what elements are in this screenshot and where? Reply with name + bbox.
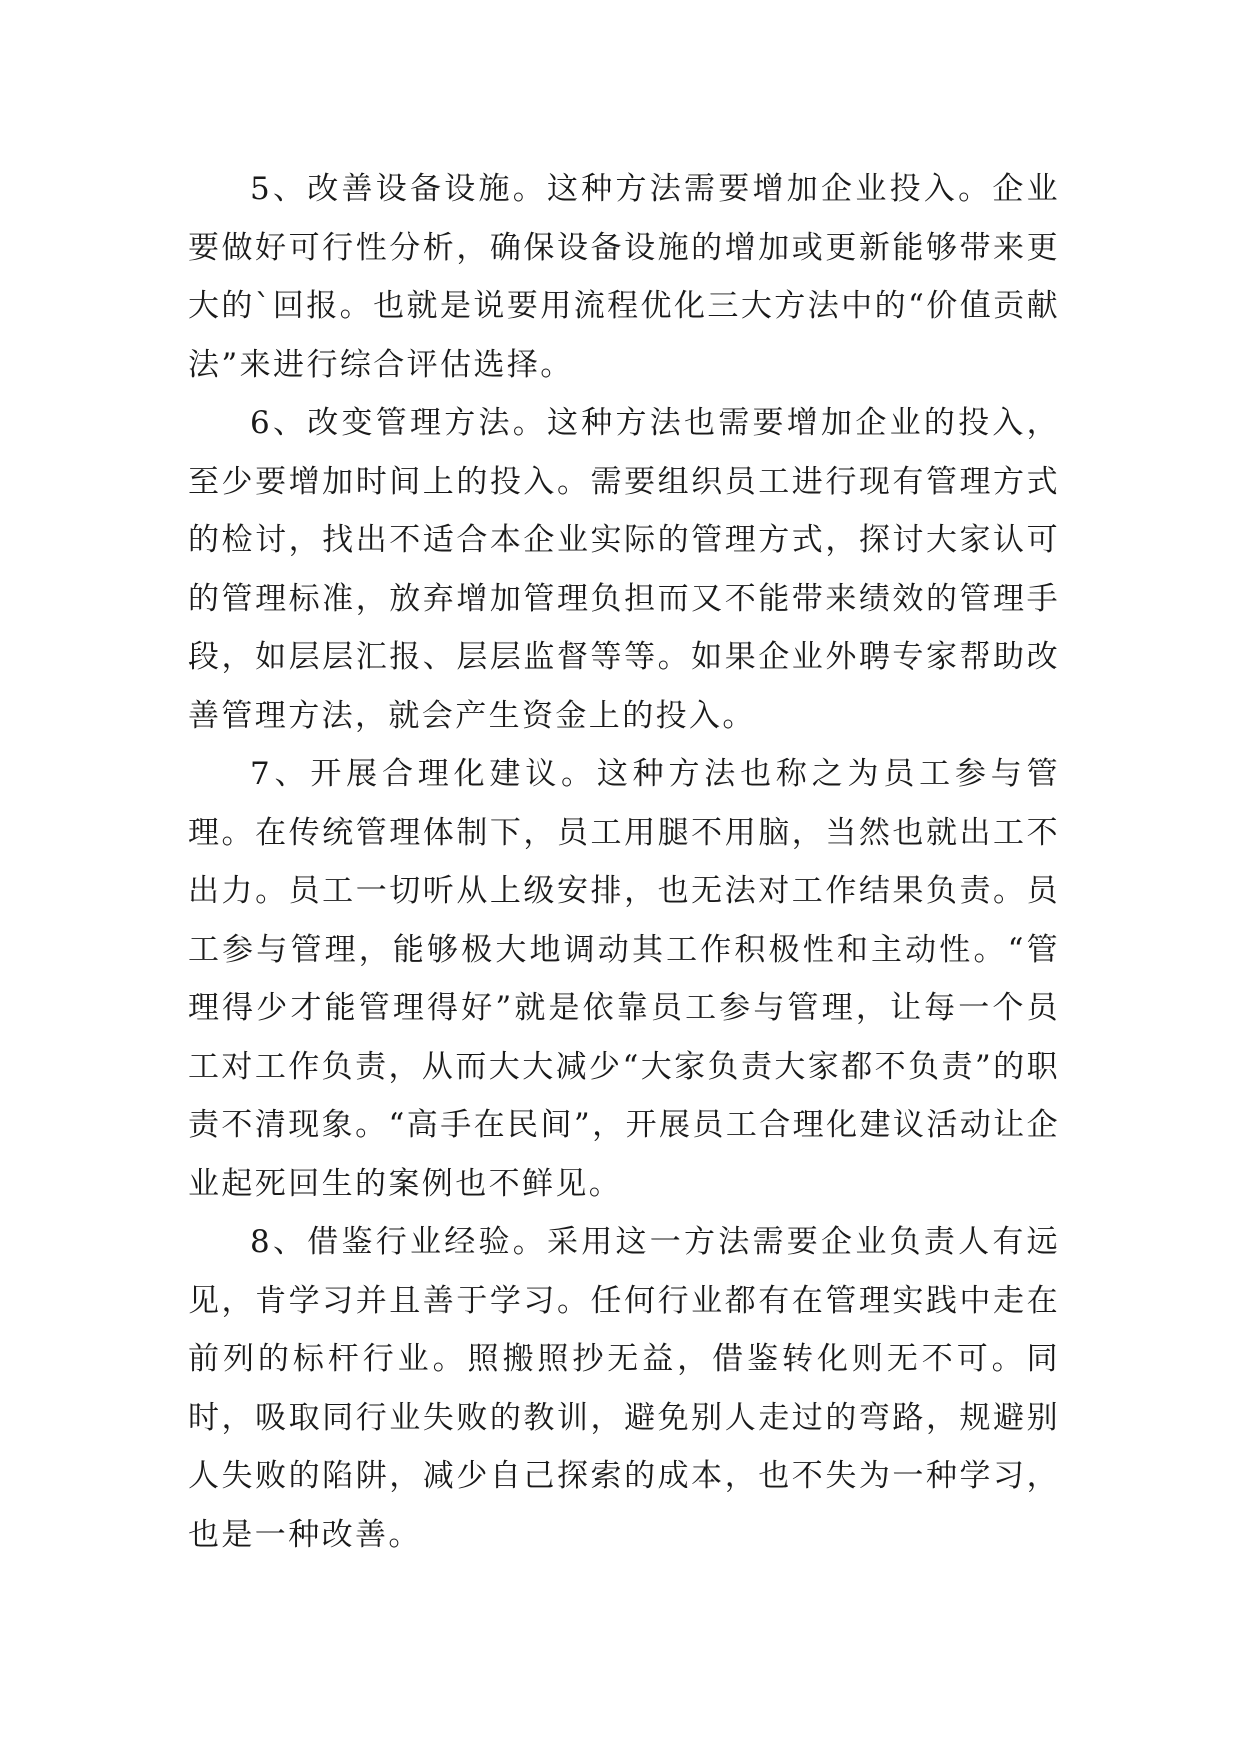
- document-body: [188, 160, 1060, 1564]
- paragraph-8-industry-experience: 8、借鉴行业经验。采用这一方法需要企业负责人有远见，肯学习并且善于学习。任何行业都有在管理实践中走在前列的标杆行业。照搬照抄无益，借鉴转化则无不可。同时，吸取同行业失败的教训，避免别人走过的弯路，规避别人失败的陷阱，减少自己探索的成本，也不失为一种学习，也是一种改善。: [188, 1224, 1060, 1553]
- paragraph-6-change-management: 6、改变管理方法。这种方法也需要增加企业的投入，至少要增加时间上的投入。需要组织员工进行现有管理方式的检讨，找出不适合本企业实际的管理方式，探讨大家认可的管理标准，放弃增加管理负担而又不能带来绩效的管理手段，如层层汇报、层层监督等等。如果企业外聘专家帮助改善管理方法，就会产生资金上的投入。: [188, 405, 1060, 734]
- paragraph-5-improve-equipment: 5、改善设备设施。这种方法需要增加企业投入。企业要做好可行性分析，确保设备设施的增加或更新能够带来更大的`回报。也就是说要用流程优化三大方法中的“价值贡献法”来进行综合评估选择。: [188, 171, 1060, 383]
- paragraph-7-rationalization-proposals: 7、开展合理化建议。这种方法也称之为员工参与管理。在传统管理体制下，员工用腿不用脑，当然也就出工不出力。员工一切听从上级安排，也无法对工作结果负责。员工参与管理，能够极大地调动其工作积极性和主动性。“管理得少才能管理得好”就是依靠员工参与管理，让每一个员工对工作负责，从而大大减少“大家负责大家都不负责”的职责不清现象。“高手在民间”，开展员工合理化建议活动让企业起死回生的案例也不鲜见。: [188, 756, 1060, 1202]
